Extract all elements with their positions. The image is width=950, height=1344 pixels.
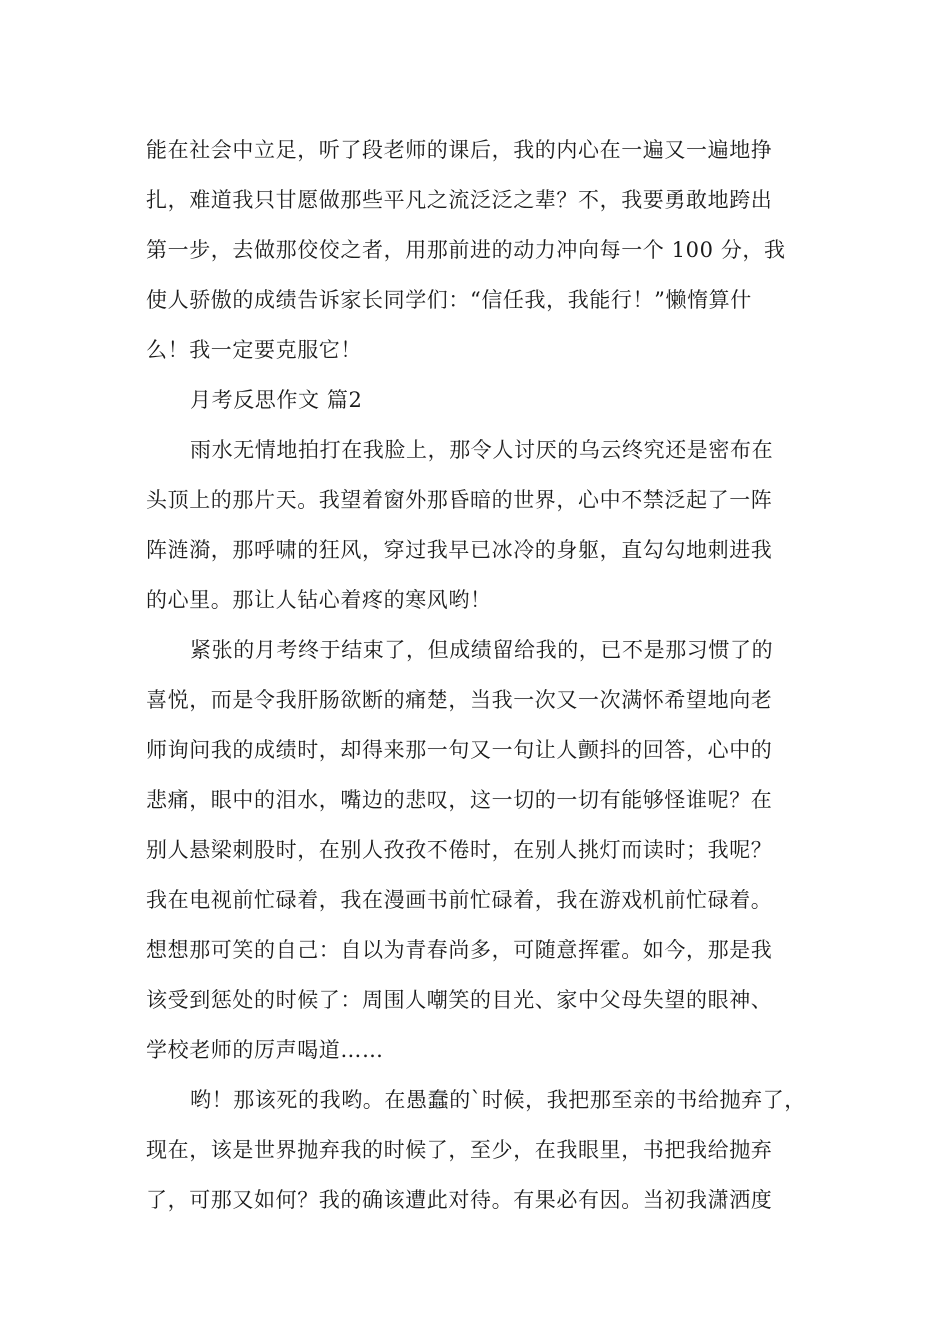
text-line: 紧张的月考终于结束了，但成绩留给我的，已不是那习惯了的 (190, 638, 774, 662)
text-line: 阵涟漪，那呼啸的狂风，穿过我早已冰冷的身躯，直勾勾地刺进我 (146, 538, 773, 562)
text-line: 悲痛，眼中的泪水，嘴边的悲叹，这一切的一切有能够怪谁呢？在 (146, 788, 773, 812)
text-line: 别人悬梁刺股时，在别人孜孜不倦时，在别人挑灯而读时；我呢？ (146, 838, 773, 862)
text-line: 我在电视前忙碌着，我在漫画书前忙碌着，我在游戏机前忙碌着。 (146, 888, 773, 912)
text-line: 能在社会中立足，听了段老师的课后，我的内心在一遍又一遍地挣 (146, 138, 773, 162)
text-line: 第一步，去做那佼佼之者，用那前进的动力冲向每一个 100 分，我 (146, 238, 786, 262)
text-line: 师询问我的成绩时，却得来那一句又一句让人颤抖的回答，心中的 (146, 738, 773, 762)
text-line: 现在，该是世界抛弃我的时候了，至少，在我眼里，书把我给抛弃 (146, 1138, 773, 1162)
text-line: 喜悦，而是令我肝肠欲断的痛楚，当我一次又一次满怀希望地向老 (146, 688, 773, 712)
text-line: 想想那可笑的自己：自以为青春尚多，可随意挥霍。如今，那是我 (146, 938, 773, 962)
text-line: 哟！那该死的我哟。在愚蠢的`时候，我把那至亲的书给抛弃了， (190, 1088, 806, 1112)
text-line: 雨水无情地拍打在我脸上，那令人讨厌的乌云终究还是密布在 (190, 438, 774, 462)
text-line: 头顶上的那片天。我望着窗外那昏暗的世界，心中不禁泛起了一阵 (146, 488, 773, 512)
text-line: 扎，难道我只甘愿做那些平凡之流泛泛之辈？不，我要勇敢地跨出 (146, 188, 773, 212)
text-line: 么！我一定要克服它！ (146, 338, 362, 362)
text-line: 使人骄傲的成绩告诉家长同学们：“信任我，我能行！”懒惰算什 (146, 288, 752, 312)
text-line: 学校老师的厉声喝道…… (146, 1038, 384, 1062)
text-line: 了，可那又如何？我的确该遭此对待。有果必有因。当初我潇洒度 (146, 1188, 773, 1212)
text-line: 该受到惩处的时候了：周围人嘲笑的目光、家中父母失望的眼神、 (146, 988, 773, 1012)
section-heading: 月考反思作文 篇2 (190, 388, 363, 412)
text-line: 的心里。那让人钻心着疼的寒风哟！ (146, 588, 492, 612)
